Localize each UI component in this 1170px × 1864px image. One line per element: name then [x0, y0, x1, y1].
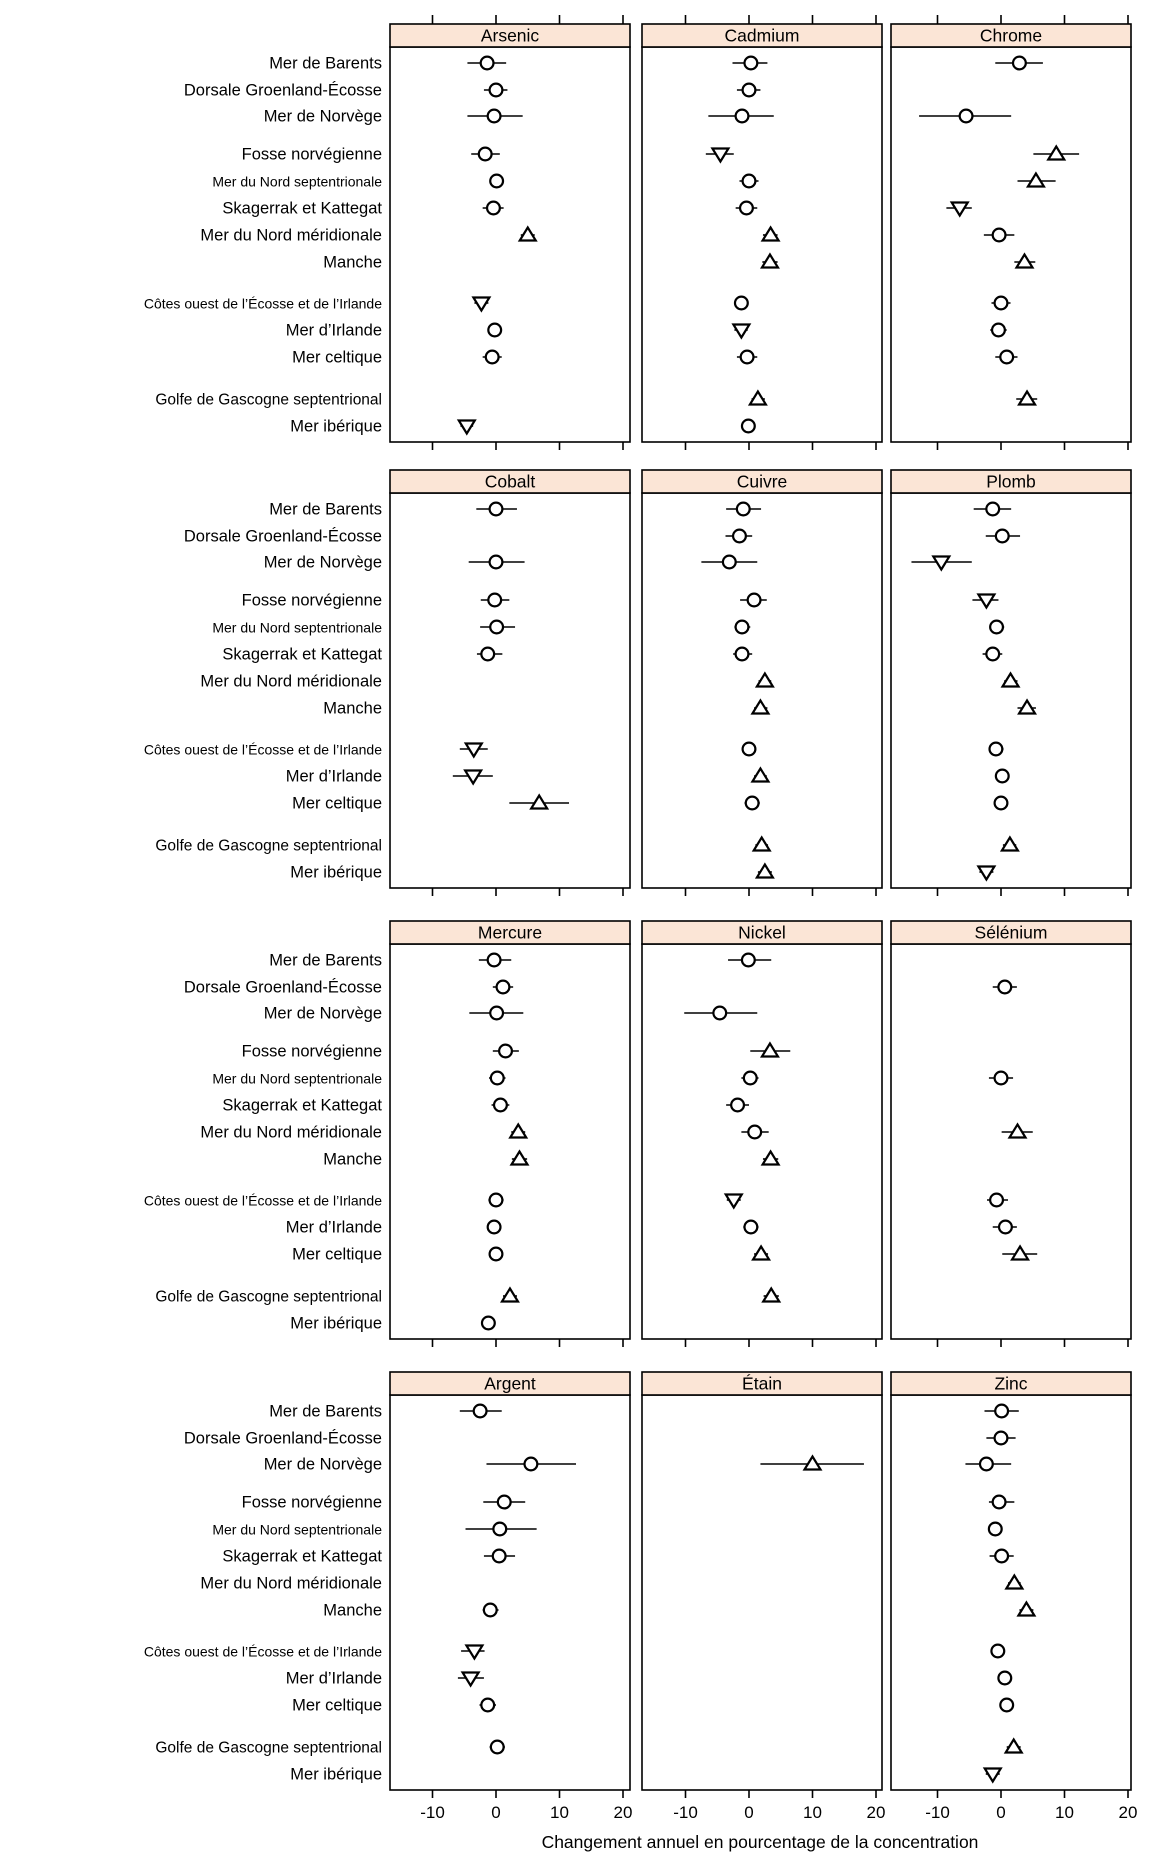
data-point-circle: [998, 981, 1011, 994]
data-point-circle: [748, 1126, 761, 1139]
x-axis-title: Changement annuel en pourcentage de la concentration: [541, 1832, 979, 1852]
data-point-circle: [995, 297, 1008, 310]
panel-arsenic: [390, 15, 630, 450]
data-point-circle: [744, 1072, 757, 1085]
panel-zinc: [891, 1372, 1137, 1822]
data-point-circle: [490, 1007, 503, 1020]
data-point-circle: [479, 148, 492, 161]
category-label: Golfe de Gascogne septentrional: [155, 837, 382, 855]
panel-frame: [642, 493, 882, 888]
category-label: Mer du Nord méridionale: [200, 226, 382, 245]
data-point-circle: [737, 503, 750, 516]
data-point-circle: [998, 1672, 1011, 1685]
data-point-circle: [992, 324, 1005, 337]
panel-argent: [390, 1372, 632, 1822]
data-point-circle: [743, 743, 756, 756]
data-point-circle: [745, 1221, 758, 1234]
data-point-circle: [1013, 57, 1026, 70]
category-label: Dorsale Groenland-Écosse: [183, 81, 382, 100]
panel-etain: [642, 1372, 885, 1822]
panel-frame: [891, 944, 1131, 1339]
category-label: Fosse norvégienne: [241, 591, 382, 610]
data-point-circle: [986, 648, 999, 661]
panel-frame: [390, 944, 630, 1339]
x-tick-label: -10: [673, 1803, 698, 1822]
data-point-circle: [996, 770, 1009, 783]
panel-title: Cobalt: [484, 471, 536, 492]
x-tick-label: 20: [866, 1803, 886, 1822]
x-tick-label: 0: [744, 1803, 754, 1822]
category-label: Manche: [323, 253, 382, 272]
panel-frame: [390, 493, 630, 888]
category-label: Mer du Nord septentrionale: [212, 1070, 382, 1087]
data-point-circle: [499, 1045, 512, 1058]
x-tick-label: 20: [1118, 1803, 1138, 1822]
data-point-circle: [488, 954, 501, 967]
data-point-circle: [481, 648, 494, 661]
data-point-circle: [494, 1099, 507, 1112]
category-label: Golfe de Gascogne septentrional: [155, 391, 382, 409]
category-label: Côtes ouest de l’Écosse et de l’Irlande: [143, 1192, 382, 1209]
category-label: Mer d’Irlande: [285, 321, 382, 340]
data-point-circle: [990, 743, 1003, 756]
data-point-circle: [996, 530, 1009, 543]
category-label: Dorsale Groenland-Écosse: [183, 978, 382, 997]
data-point-circle: [481, 1699, 494, 1712]
x-tick-label: -10: [925, 1803, 950, 1822]
category-label: Mer de Norvège: [263, 553, 382, 572]
category-label: Mer du Nord méridionale: [200, 1123, 382, 1142]
data-point-circle: [995, 1432, 1008, 1445]
data-point-circle: [991, 1645, 1004, 1658]
data-point-circle: [488, 1221, 501, 1234]
panel-nickel: [642, 921, 882, 1347]
category-label: Côtes ouest de l’Écosse et de l’Irlande: [143, 741, 382, 758]
data-point-circle: [490, 621, 503, 634]
panel-frame: [390, 1395, 630, 1790]
data-point-circle: [1000, 351, 1013, 364]
data-point-circle: [498, 1496, 511, 1509]
data-point-circle: [491, 1072, 504, 1085]
panel-selenium: [891, 921, 1131, 1347]
data-point-circle: [990, 1194, 1003, 1207]
category-label: Mer celtique: [292, 1696, 382, 1715]
panel-title: Étain: [742, 1373, 782, 1394]
category-label: Dorsale Groenland-Écosse: [183, 527, 382, 546]
data-point-circle: [490, 503, 503, 516]
panel-title: Arsenic: [480, 25, 540, 46]
data-point-circle: [490, 84, 503, 97]
panel-title: Zinc: [994, 1373, 1028, 1394]
panel-title: Cuivre: [736, 471, 788, 492]
data-point-circle: [731, 1099, 744, 1112]
category-label: Manche: [323, 1601, 382, 1620]
data-point-circle: [980, 1458, 993, 1471]
category-label: Mer du Nord méridionale: [200, 1574, 382, 1593]
category-label: Skagerrak et Kattegat: [222, 199, 382, 218]
data-point-circle: [733, 530, 746, 543]
panel-title: Argent: [484, 1373, 536, 1394]
category-label: Mer de Norvège: [263, 107, 382, 126]
data-point-circle: [736, 648, 749, 661]
data-point-circle: [735, 297, 748, 310]
category-label: Mer ibérique: [290, 1765, 382, 1784]
data-point-circle: [746, 797, 759, 810]
panel-frame: [642, 1395, 882, 1790]
data-point-circle: [1000, 1699, 1013, 1712]
data-point-circle: [995, 1072, 1008, 1085]
category-label: Skagerrak et Kattegat: [222, 645, 382, 664]
data-point-circle: [742, 420, 755, 433]
data-point-circle: [740, 202, 753, 215]
category-label: Fosse norvégienne: [241, 1493, 382, 1512]
data-point-circle: [999, 1221, 1012, 1234]
category-label: Mer celtique: [292, 1245, 382, 1264]
category-label: Mer de Norvège: [263, 1004, 382, 1023]
panel-frame: [390, 47, 630, 442]
panel-title: Plomb: [986, 471, 1036, 492]
data-point-circle: [490, 175, 503, 188]
category-label: Manche: [323, 1150, 382, 1169]
category-label: Mer du Nord septentrionale: [212, 619, 382, 636]
data-point-circle: [488, 324, 501, 337]
panel-chrome: [891, 15, 1131, 450]
data-point-circle: [990, 621, 1003, 634]
panel-title: Chrome: [979, 25, 1043, 46]
panel-title: Sélénium: [974, 922, 1048, 943]
x-tick-label: 20: [613, 1803, 633, 1822]
data-point-circle: [484, 1604, 497, 1617]
x-tick-label: 10: [550, 1803, 569, 1822]
category-label: Mer celtique: [292, 348, 382, 367]
data-point-circle: [748, 594, 761, 607]
data-point-circle: [960, 110, 973, 123]
data-point-circle: [487, 202, 500, 215]
category-label: Mer du Nord méridionale: [200, 672, 382, 691]
panel-title: Nickel: [738, 922, 786, 943]
x-tick-label: 0: [491, 1803, 501, 1822]
category-label: Mer du Nord septentrionale: [212, 173, 382, 190]
data-point-circle: [493, 1523, 506, 1536]
category-label: Mer ibérique: [290, 417, 382, 436]
panel-cuivre: [642, 470, 882, 896]
category-label: Fosse norvégienne: [241, 1042, 382, 1061]
category-label: Mer de Norvège: [263, 1455, 382, 1474]
x-tick-label: 10: [803, 1803, 822, 1822]
panel-cobalt: [390, 470, 630, 896]
data-point-circle: [743, 84, 756, 97]
data-point-circle: [713, 1007, 726, 1020]
data-point-circle: [493, 1550, 506, 1563]
data-point-circle: [490, 556, 503, 569]
data-point-circle: [993, 229, 1006, 242]
data-point-circle: [723, 556, 736, 569]
data-point-circle: [497, 981, 510, 994]
data-point-circle: [488, 110, 501, 123]
data-point-circle: [745, 57, 758, 70]
data-point-circle: [490, 1248, 503, 1261]
data-point-circle: [995, 797, 1008, 810]
data-point-circle: [986, 503, 999, 516]
data-point-circle: [993, 1496, 1006, 1509]
x-tick-label: 10: [1055, 1803, 1074, 1822]
category-label: Golfe de Gascogne septentrional: [155, 1739, 382, 1757]
data-point-circle: [488, 594, 501, 607]
category-label: Mer d’Irlande: [285, 767, 382, 786]
panel-title: Mercure: [477, 922, 543, 943]
data-point-circle: [989, 1523, 1002, 1536]
data-point-circle: [995, 1550, 1008, 1563]
data-point-circle: [742, 954, 755, 967]
category-label: Fosse norvégienne: [241, 145, 382, 164]
data-point-circle: [481, 57, 494, 70]
panel-title: Cadmium: [724, 25, 800, 46]
category-label: Mer de Barents: [269, 54, 382, 73]
data-point-circle: [736, 110, 749, 123]
data-point-circle: [482, 1317, 495, 1330]
data-point-circle: [490, 1194, 503, 1207]
category-label: Côtes ouest de l’Écosse et de l’Irlande: [143, 1643, 382, 1660]
category-label: Mer ibérique: [290, 1314, 382, 1333]
category-label: Dorsale Groenland-Écosse: [183, 1429, 382, 1448]
panel-frame: [642, 47, 882, 442]
data-point-circle: [491, 1741, 504, 1754]
x-tick-label: 0: [996, 1803, 1006, 1822]
panel-frame: [891, 1395, 1131, 1790]
category-label: Mer de Barents: [269, 500, 382, 519]
panel-plomb: [891, 470, 1131, 896]
panel-cadmium: [642, 15, 882, 450]
data-point-circle: [736, 621, 749, 634]
data-point-circle: [525, 1458, 538, 1471]
category-label: Mer ibérique: [290, 863, 382, 882]
category-label: Golfe de Gascogne septentrional: [155, 1288, 382, 1306]
panel-mercure: [390, 921, 630, 1347]
panel-frame: [891, 47, 1131, 442]
category-label: Côtes ouest de l’Écosse et de l’Irlande: [143, 295, 382, 312]
category-label: Manche: [323, 699, 382, 718]
category-label: Mer de Barents: [269, 951, 382, 970]
data-point-circle: [743, 175, 756, 188]
category-label: Skagerrak et Kattegat: [222, 1547, 382, 1566]
category-label: Mer du Nord septentrionale: [212, 1521, 382, 1538]
category-label: Mer de Barents: [269, 1402, 382, 1421]
category-label: Mer d’Irlande: [285, 1669, 382, 1688]
category-labels: [144, 55, 383, 1784]
category-label: Mer celtique: [292, 794, 382, 813]
panel-frame: [891, 493, 1131, 888]
data-point-circle: [741, 351, 754, 364]
category-label: Mer d’Irlande: [285, 1218, 382, 1237]
data-point-circle: [474, 1405, 487, 1418]
category-label: Skagerrak et Kattegat: [222, 1096, 382, 1115]
data-point-circle: [486, 351, 499, 364]
panel-frame: [642, 944, 882, 1339]
data-point-circle: [995, 1405, 1008, 1418]
x-tick-label: -10: [420, 1803, 445, 1822]
